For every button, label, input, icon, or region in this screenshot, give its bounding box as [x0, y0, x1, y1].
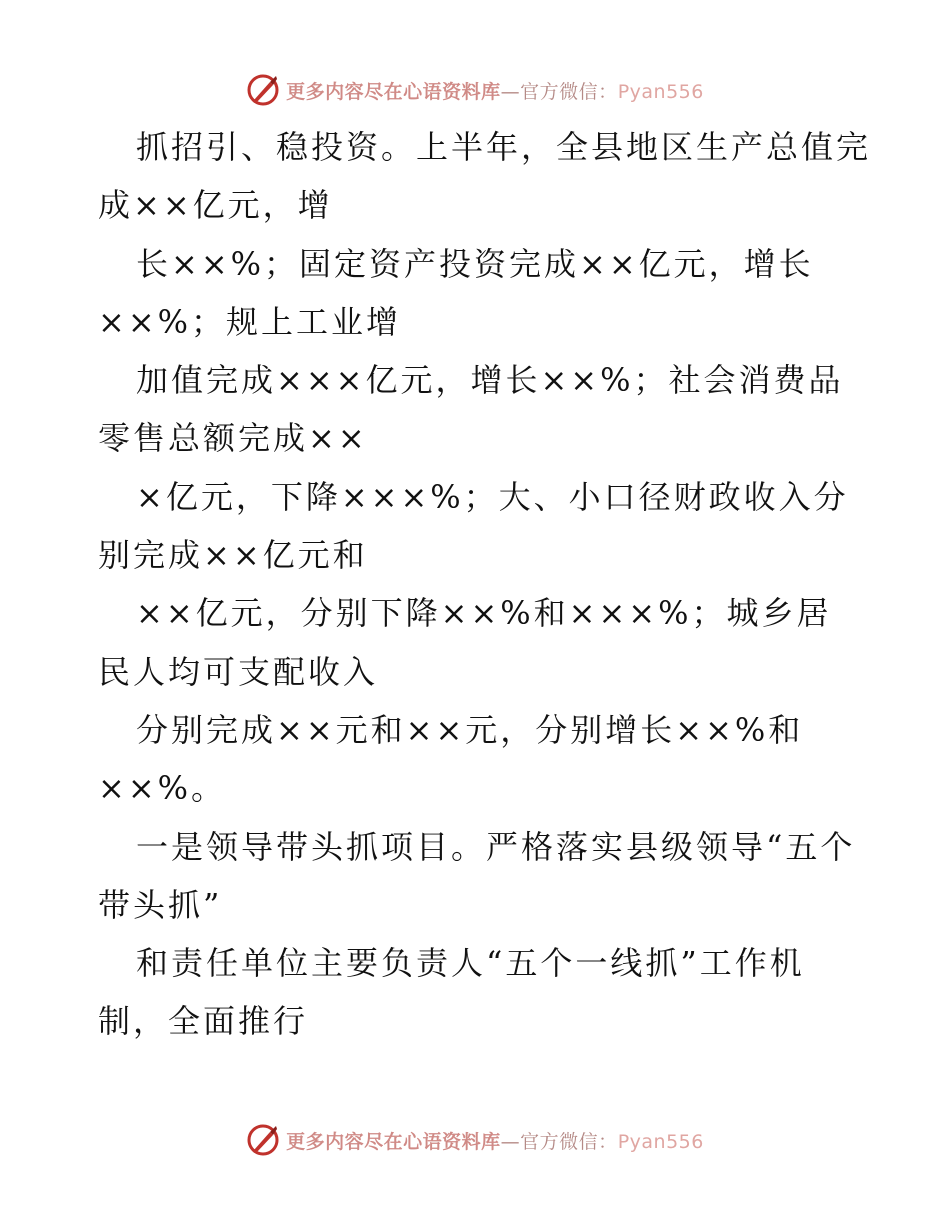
- paragraph-2-line-2: ××%；规上工业增: [98, 302, 402, 341]
- banner-text: [286, 77, 704, 104]
- quill-pen-seal-icon: [246, 1123, 280, 1157]
- paragraph-6-line-1: 分别完成××元和××元，分别增长××%和: [136, 710, 804, 749]
- paragraph-1-line-2: 成××亿元，增: [98, 186, 333, 225]
- document-body: [98, 118, 872, 1051]
- paragraph-1-line-1: 抓招引、稳投资。上半年，全县地区生产总值完: [136, 128, 872, 166]
- banner-wechat-id: Pyan556: [617, 80, 704, 103]
- footer-banner: [0, 1120, 950, 1160]
- quill-pen-seal-icon: [246, 73, 280, 107]
- banner-wechat-id: Pyan556: [617, 1130, 704, 1153]
- paragraph-3-line-2: 零售总额完成××: [98, 419, 368, 458]
- paragraph-8-line-1: 和责任单位主要负责人“五个一线抓”工作机: [136, 944, 805, 983]
- paragraph-5-line-1: ××亿元，分别下降××%和×××%；城乡居: [136, 594, 832, 633]
- paragraph-3-line-1: 加值完成×××亿元，增长××%；社会消费品: [136, 361, 844, 400]
- paragraph-8-line-2: 制，全面推行: [98, 1002, 309, 1041]
- banner-title: 更多内容尽在心语资料库: [286, 80, 501, 103]
- paragraph-6-line-2: ××%。: [98, 769, 227, 808]
- paragraph-2-line-1: 长××%；固定资产投资完成××亿元，增长: [136, 244, 814, 283]
- paragraph-7-line-2: 带头抓”: [98, 885, 223, 924]
- banner-wechat-label: —官方微信：: [500, 1130, 618, 1153]
- header-banner: [0, 70, 950, 110]
- banner-wechat-label: —官方微信：: [500, 80, 618, 103]
- banner-title: 更多内容尽在心语资料库: [286, 1130, 501, 1153]
- paragraph-7-line-1: 一是领导带头抓项目。严格落实县级领导“五个: [136, 827, 856, 866]
- paragraph-5-line-2: 民人均可支配收入: [98, 652, 379, 691]
- paragraph-4-line-2: 别完成××亿元和: [98, 536, 368, 575]
- paragraph-4-line-1: ×亿元，下降×××%；大、小口径财政收入分: [136, 477, 849, 516]
- banner-text: [286, 1127, 704, 1154]
